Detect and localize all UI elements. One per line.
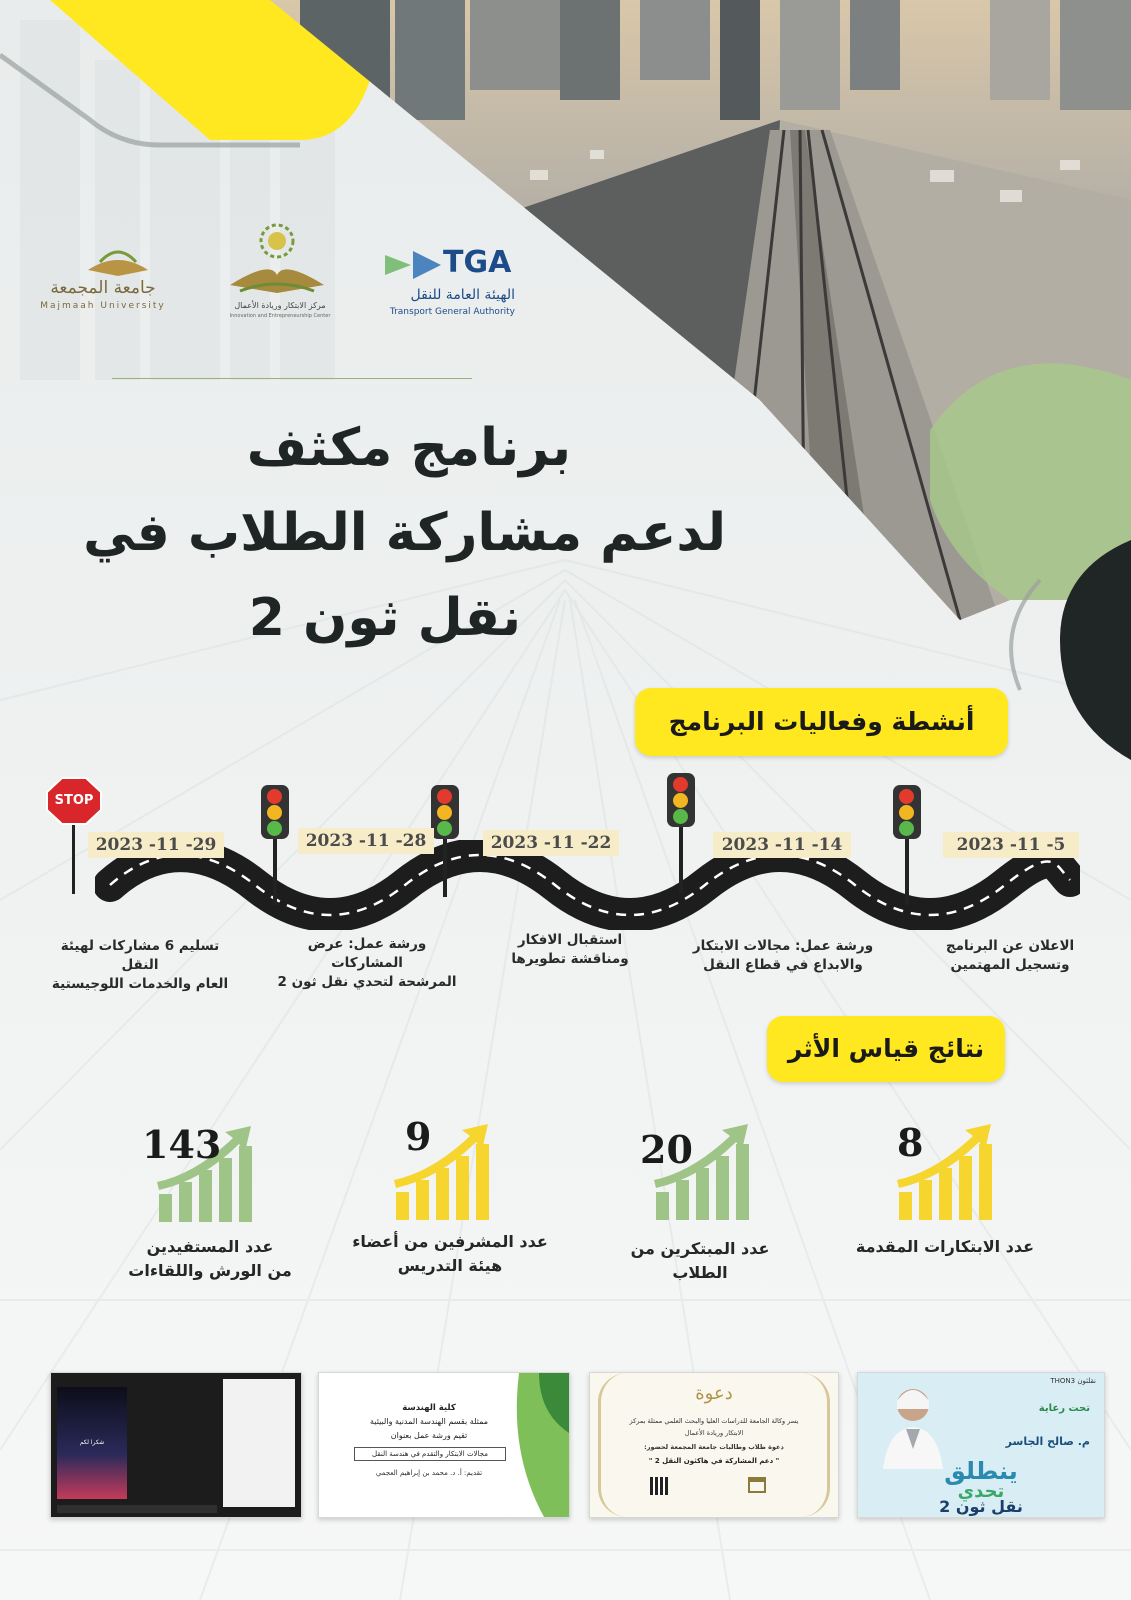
majmaah-university-logo <box>28 240 178 320</box>
timeline-label <box>272 935 462 992</box>
stat-value: 143 <box>142 1122 222 1167</box>
title-line-2: لدعم مشاركة الطلاب في <box>83 503 726 563</box>
timeline-label <box>490 931 650 969</box>
tga-abbr: TGA <box>443 245 512 280</box>
thumb1-big-3: نقل ثون 2 <box>939 1497 1023 1516</box>
timeline-label-line: والابداع في قطاع النقل <box>703 957 863 973</box>
innovation-center-logo-mark-icon <box>220 215 340 305</box>
thumb3-line-1: كلية الهندسة <box>402 1403 456 1413</box>
thumb3-line-2: ممثلة بقسم الهندسة المدنية والبيئية <box>369 1417 488 1426</box>
tga-logo-mark-icon <box>383 247 443 283</box>
majmaah-logo-mark-icon <box>78 240 158 280</box>
innovation-center-logo <box>220 215 340 325</box>
stat-label-line: عدد المبتكرين من <box>630 1239 770 1258</box>
timeline-date: 2023 -11 -22 <box>483 830 619 856</box>
timeline-label-line: ومناقشة تطويرها <box>511 951 629 967</box>
timeline-label-line: العام والخدمات اللوجيستية <box>51 976 229 992</box>
stat-label-line: عدد المستفيدين <box>146 1237 274 1256</box>
meeting-toolbar <box>57 1505 217 1513</box>
timeline-label-line: وتسجيل المهتمين <box>950 957 1070 973</box>
timeline-date: 2023 -11 -14 <box>713 832 851 858</box>
thumb2-line-3: دعوة طلاب وطالبات جامعة المجمعة لحضور: <box>644 1443 784 1451</box>
stat-label-line: عدد الابتكارات المقدمة <box>855 1237 1035 1256</box>
stat-value: 9 <box>405 1114 432 1159</box>
timeline-label-line: المرشحة لتحدي نقل ثون 2 <box>277 974 457 990</box>
timeline-date: 2023 -11 -5 <box>943 832 1079 858</box>
timeline-date: 2023 -11 -28 <box>298 828 434 854</box>
timeline-label <box>935 937 1085 975</box>
stat-label <box>110 1235 310 1283</box>
dark-corner-shape <box>1000 540 1131 760</box>
thumb2-script: دعوة <box>695 1383 733 1404</box>
traffic-light-icon <box>891 785 923 905</box>
timeline-label-line: استقبال الافكار <box>517 932 623 948</box>
title-line-3: نقل ثون 2 <box>248 588 521 648</box>
thumb3-line-3: تقيم ورشة عمل بعنوان <box>390 1431 468 1440</box>
stat-value: 20 <box>640 1127 693 1172</box>
thumbnail-video-call <box>50 1372 302 1518</box>
thumb1-patron-name: م. صالح الجاسر <box>1005 1435 1090 1448</box>
stat-value: 8 <box>897 1120 924 1165</box>
thumb4-caption: شكرا لكم <box>79 1439 105 1446</box>
timeline-label <box>688 937 878 975</box>
timeline-label <box>40 937 240 994</box>
logos-divider <box>112 378 472 379</box>
stat-label-line: هيئة التدريس <box>397 1256 503 1275</box>
title-line-1: برنامج مكثف <box>246 418 571 478</box>
timeline-date: 2023 -11 -29 <box>88 832 224 858</box>
impact-heading: نتائج قياس الأثر <box>767 1016 1005 1082</box>
stat-label <box>845 1235 1045 1259</box>
majmaah-english-name: Majmaah University <box>40 301 166 311</box>
thumbnail-invitation <box>589 1372 839 1518</box>
stop-sign-text: STOP <box>54 793 94 808</box>
stat-label-line: الطلاب <box>672 1263 728 1282</box>
tga-logo <box>383 245 523 325</box>
traffic-light-icon <box>665 773 697 893</box>
thumb3-line-5: تقديم: أ. د. محمد بن إبراهيم العجمي <box>375 1469 483 1477</box>
innovation-center-arabic-name: مركز الابتكار وريادة الأعمال <box>234 301 326 310</box>
stat-label-line: من الورش واللقاءات <box>128 1261 292 1280</box>
thumb1-big-2: تحدي <box>957 1481 1005 1502</box>
thumb2-line-2: الابتكار وريادة الأعمال <box>684 1429 744 1437</box>
timeline-label-line: الاعلان عن البرنامج <box>945 938 1075 954</box>
stat-label-line: عدد المشرفين من أعضاء <box>352 1232 548 1251</box>
thumb1-patron-label: تحت رعاية <box>1038 1403 1090 1414</box>
thumbnail-launch-poster <box>857 1372 1105 1518</box>
thumb2-line-1: يسر وكالة الجامعة للدراسات العليا والبحث العلمي ممثلة بمركز <box>629 1417 799 1425</box>
participants-panel <box>223 1379 295 1507</box>
timeline-label-line: ورشة عمل: مجالات الابتكار <box>692 938 874 954</box>
majmaah-arabic-name: جامعة المجمعة <box>50 278 156 298</box>
workshop-flyer-shapes <box>319 1373 569 1517</box>
thumb1-brand: THON3 نقلثون <box>1050 1377 1096 1385</box>
thumb3-line-4: مجالات الابتكار والتقدم في هندسة النقل <box>354 1447 506 1461</box>
thumbnail-workshop-flyer <box>318 1372 570 1518</box>
tga-english-name: Transport General Authority <box>389 307 515 317</box>
traffic-light-icon <box>259 785 291 905</box>
activities-heading: أنشطة وفعاليات البرنامج <box>635 688 1008 756</box>
qr-code-icon <box>650 1477 668 1495</box>
stat-label <box>340 1230 560 1278</box>
thumb2-line-4: " دعم المشاركة في هاكثون النقل 2 " <box>648 1457 780 1465</box>
tga-arabic-name: الهيئة العامة للنقل <box>410 287 515 303</box>
calendar-icon <box>748 1477 766 1493</box>
innovation-center-english-name: Innovation and Entrepreneurship Center <box>229 313 331 319</box>
thumb1-big-1: ينطلق <box>944 1457 1018 1485</box>
timeline-label-line: ورشة عمل: عرض المشاركات <box>307 936 427 971</box>
timeline-label-line: تسليم 6 مشاركات لهيئة النقل <box>60 938 220 973</box>
person-photo-icon <box>878 1379 948 1469</box>
stat-label <box>610 1237 790 1285</box>
